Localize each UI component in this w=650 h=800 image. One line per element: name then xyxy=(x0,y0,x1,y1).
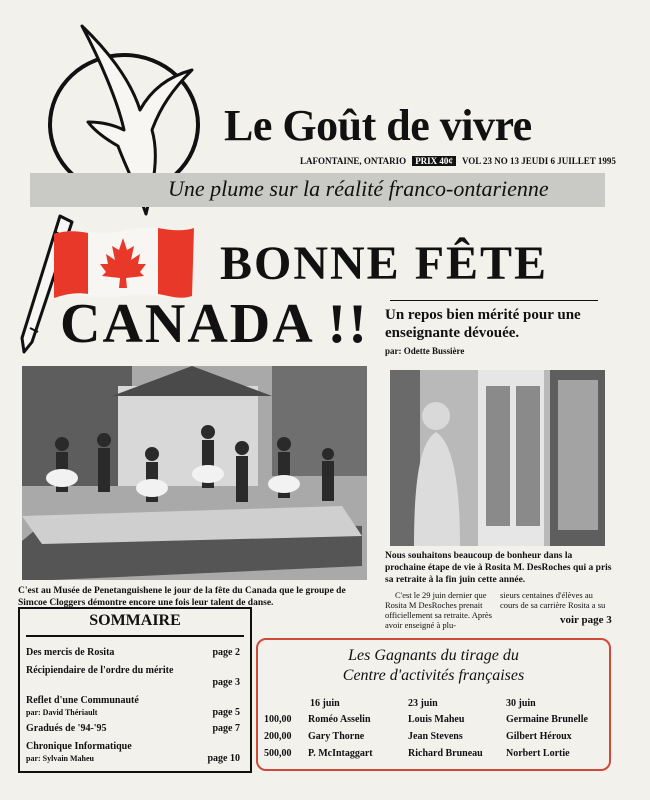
winner-name: Roméo Asselin xyxy=(308,714,371,725)
sommaire-divider xyxy=(26,635,244,637)
story-subheadline: Un repos bien mérité pour une enseignante dévouée. xyxy=(385,307,581,341)
winner-name: Louis Maheu xyxy=(408,714,465,725)
sommaire-item[interactable] xyxy=(26,695,244,719)
winner-name: Jean Stevens xyxy=(408,731,463,742)
issue-info xyxy=(300,156,616,166)
winner-name: Norbert Lortie xyxy=(506,748,570,759)
sommaire-item[interactable] xyxy=(26,665,176,677)
price-badge: PRIX 40¢ xyxy=(412,156,456,166)
canada-flag-icon xyxy=(48,224,198,302)
sommaire-item-page-row xyxy=(26,677,244,689)
sommaire-title: SOMMAIRE xyxy=(89,612,181,629)
story-column-1: C'est le 29 juin dernier que Rosita M DesRoches prenait officiellement sa retraite. Après avoir enseigné à plu- xyxy=(385,590,492,630)
divider xyxy=(390,300,598,301)
winner-name: Germaine Brunelle xyxy=(506,714,588,725)
sommaire-item-title: Gradués de '94-'95 xyxy=(26,723,107,734)
story-column-2: sieurs centaines d'élèves au cours de sa carrière Rosita a su xyxy=(500,590,606,610)
teacher-caption: Nous souhaitons beaucoup de bonheur dans la prochaine étape de vie à Rosita M. DesRoches qui a pris sa retraite à la fin juin cette année. xyxy=(385,551,612,585)
prize-amount: 500,00 xyxy=(264,748,292,759)
winner-name: Gilbert Héroux xyxy=(506,731,572,742)
draw-date: 23 juin xyxy=(408,698,438,709)
sommaire-item-page: page 7 xyxy=(212,723,240,734)
sommaire-item-title: Récipiendaire de l'ordre du mérite xyxy=(26,665,174,676)
newspaper-title: Le Goût de vivre xyxy=(224,101,532,150)
prize-amount: 200,00 xyxy=(264,731,292,742)
sommaire-item[interactable] xyxy=(26,723,244,735)
tagline: Une plume sur la réalité franco-ontarienne xyxy=(168,176,549,201)
see-page-link[interactable]: voir page 3 xyxy=(560,614,612,626)
winners-title-line-2: Centre d'activités françaises xyxy=(342,667,525,684)
sommaire-item-title: Chronique Informatique xyxy=(26,741,132,752)
sommaire-item[interactable] xyxy=(26,741,244,765)
sommaire-item-page: page 2 xyxy=(212,647,240,658)
winners-title xyxy=(258,646,609,686)
prize-amount: 100,00 xyxy=(264,714,292,725)
location: LAFONTAINE, ONTARIO xyxy=(300,156,407,166)
sommaire-box xyxy=(18,607,252,773)
sommaire-item-page: page 5 xyxy=(212,707,240,718)
sommaire-item-byline: par: David Thériault xyxy=(26,708,98,717)
winners-title-line-1: Les Gagnants du tirage du xyxy=(348,647,519,664)
teacher-photo xyxy=(390,370,605,546)
winner-name: Gary Thorne xyxy=(308,731,365,742)
headline-line-1: BONNE FÊTE xyxy=(220,237,549,290)
sommaire-item-page: page 3 xyxy=(212,677,240,688)
sommaire-item-page: page 10 xyxy=(207,753,240,764)
winner-name: Richard Bruneau xyxy=(408,748,483,759)
headline-line-2: CANADA !! xyxy=(60,293,369,355)
issue-date: VOL 23 NO 13 JEUDI 6 JUILLET 1995 xyxy=(461,156,616,166)
photo-caption: C'est au Musée de Penetanguishene le jour de la fête du Canada que le groupe de Simcoe Cloggers démontre encore une fois leur talent de danse. xyxy=(18,586,346,608)
sommaire-item-title: Reflet d'une Communauté xyxy=(26,695,139,706)
draw-date: 30 juin xyxy=(506,698,536,709)
sommaire-item-byline: par: Sylvain Maheu xyxy=(26,754,95,763)
draw-date: 16 juin xyxy=(310,698,340,709)
cloggers-photo xyxy=(22,366,367,580)
sommaire-item-title: Des mercis de Rosita xyxy=(26,647,115,658)
winners-box xyxy=(256,638,611,771)
sommaire-item[interactable] xyxy=(26,647,244,659)
story-byline: par: Odette Bussière xyxy=(385,346,465,356)
winner-name: P. McIntaggart xyxy=(308,748,373,759)
